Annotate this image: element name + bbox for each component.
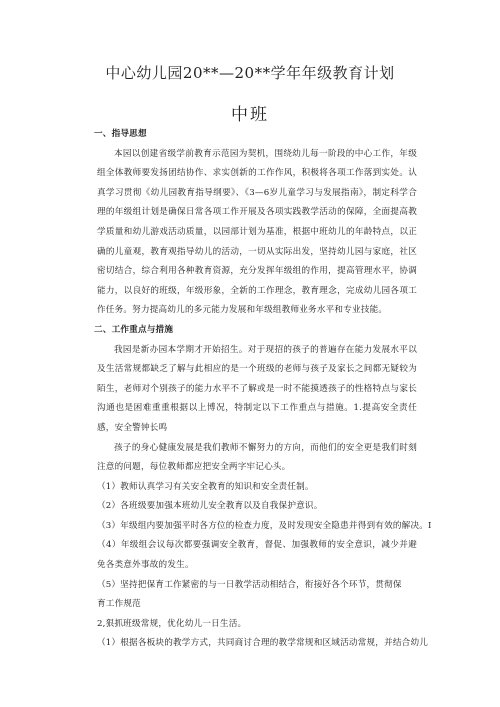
list-item-safety-2: （2）各班级要加强本班幼儿安全教育以及自我保护意识。	[97, 501, 323, 512]
paragraph-safety-intro: 孩子的身心健康发展是我们教师不懈努力的方向，而他们的安全更是我们时刻注意的问题，每位教师都应把安全两字牢记心头。	[97, 442, 417, 473]
list-item-safety-3: （3）年级组内要加强平时各方位的检查力度，及时发现安全隐患并得到有效的解决。I	[97, 520, 432, 531]
subsection-heading-routine: 2,狠抓班级常规，优化幼儿一日生活。	[97, 618, 247, 629]
list-item-safety-5: （5）坚持把保育工作紧密的与一日教学活动相结合，衔接好各个环节，贯彻保	[97, 579, 402, 590]
paragraph-guiding-ideology: 本园以创建省级学前教育示范园为契机，围绕幼儿每一阶段的中心工作，年级组全体教师要发扬团结协作、求实创新的工作作风，积极将各项工作落到实处。认真学习贯彻《幼儿园教育指导纲要》、《3—6岁儿童学习与发展指南》，制定科学合理的年级组计划是确保日常各项工作开展及各项实践教学活动的保障，全面提高教学质量和幼儿游戏活动质量，以园部计划为基准，根据中班幼儿的年龄特点，以正确的儿童观，教育观指导幼儿的活动，一切从实际出发，坚持幼儿园与家庭，社区密切结合，综合利用各种教育资源，充分发挥年级组的作用，提高管理水平，协调能力，以良好的班级，年级形象，全新的工作理念，教育理念，完成幼儿园各项工作任务。努力提高幼儿的多元能力发展和年级组教师业务水平和专业技能。	[97, 148, 417, 316]
section-heading-key-work: 二、工作重点与措施	[94, 324, 174, 335]
section-heading-guiding-ideology: 一、指导思想	[94, 129, 147, 139]
document-title: 中心幼儿园20**—20**学年年级教育计划	[105, 64, 395, 82]
document-body	[94, 125, 432, 654]
paragraph-key-work-intro: 我园是新办园本学期才开始招生。对于现招的孩子的普遍存在能力发展水平以及生活常规都缺乏了解与此相应的是一个班级的老师与孩子及家长之间都无疑较为陌生，老师对个别孩子的能力水平不了解或是一时不能摸透孩子的性格特点与家长沟通也是困难重重根据以上博况，特制定以下工作重点与措施。1.提高安全责任感，安全警钟长鸣	[97, 344, 417, 433]
list-item-safety-5-cont: 育工作规范	[97, 599, 141, 610]
list-item-safety-4: （4）年级组会议每次都要强调安全教育，督促、加强教师的安全意识，减少并避免各类意外事故的发生。	[97, 540, 417, 571]
list-item-routine-1: （1）根据各板块的教学方式，共同商讨合理的教学常规和区域活动常规，并结合幼儿	[97, 638, 429, 649]
list-item-safety-1: （1）教师认真学习有关安全教育的知识和安全责任制。	[97, 481, 314, 492]
document-subtitle: 中班	[231, 105, 269, 125]
